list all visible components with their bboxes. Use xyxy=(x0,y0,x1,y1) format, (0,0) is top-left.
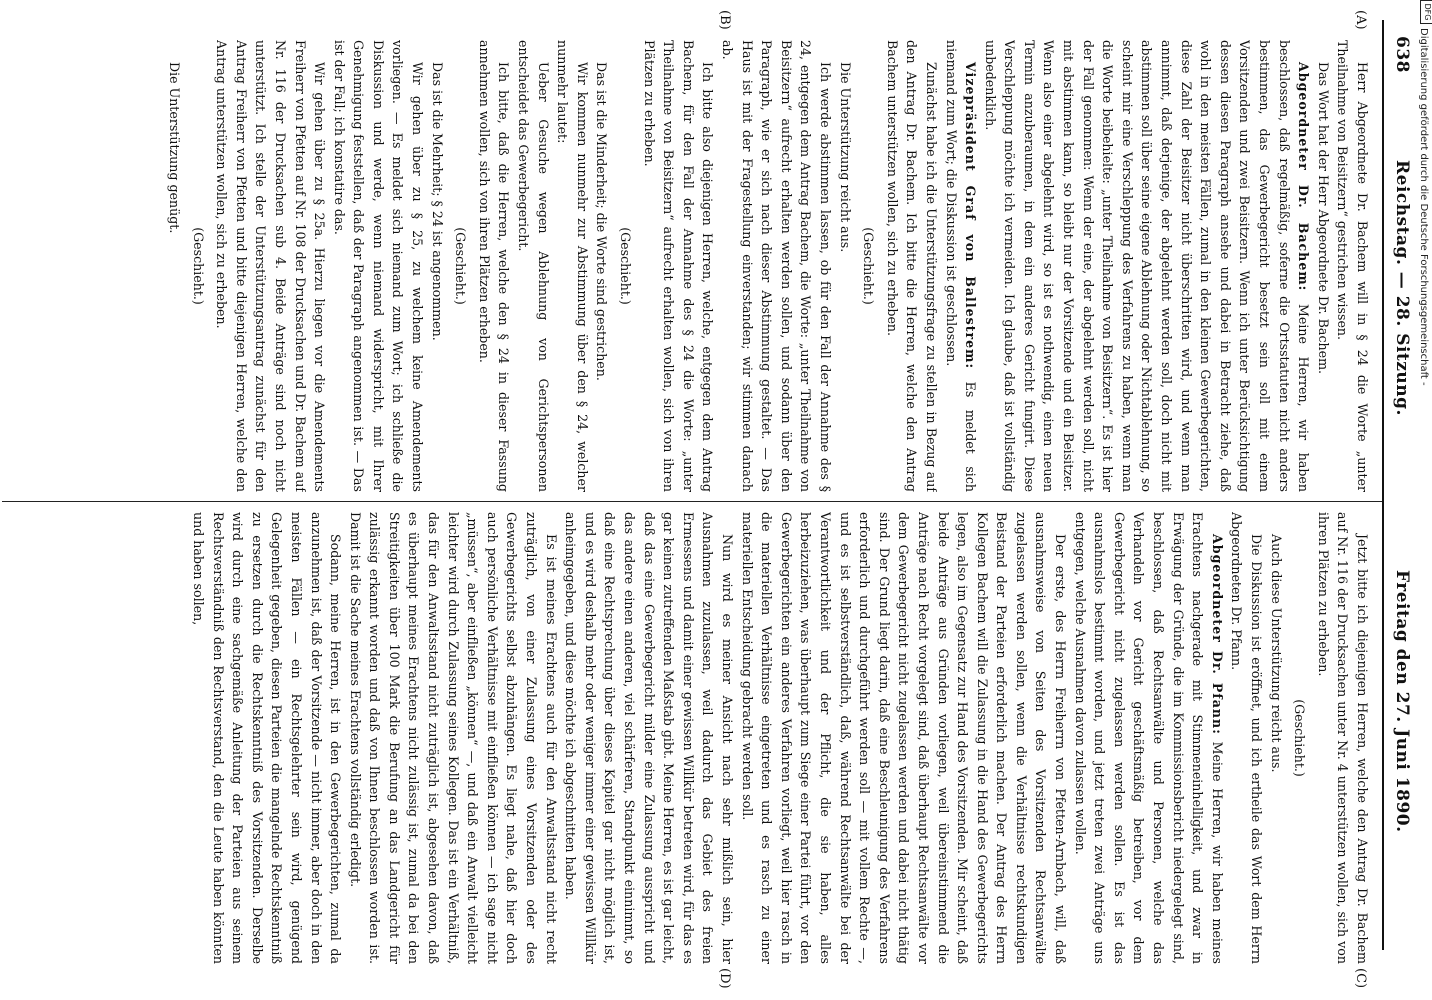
margin-mark-c: (C) xyxy=(1353,968,1368,989)
speaker-name: Vizepräsident Graf von Ballestrem: xyxy=(963,62,979,370)
paragraph: Es ist meines Erachtens auch für den Anwaltsstand nicht recht zuträglich, von einer Zulassung eines Vorsitzenden oder des Gewerbegerichts selbst abzuhängen. Es liegt nahe, daß hier doch auch persönliche Verhältnisse mit einfließen können — ich sage nicht „müssen“, aber einfließen „können“ —, und daß ein Anwalt vielleicht leichter wird durch Zulassung seines Kollegen. Das ist ein Verhältniß, das für den Anwaltsstand nicht zuträglich ist, abgesehen davon, daß es überhaupt meines Erachtens nicht zulässig ist, zumal da bei den Streitigkeiten über 100 Mark die Berufung an das Landgericht für zulässig erkannt worden und daß von Ihnen beschlossen worden ist. Damit ist die Sache meines Erachtens vollständig erledigt. xyxy=(347,512,559,964)
paragraph: Ich werde abstimmen lassen, ob für den Fall der Annahme des § 24, entgegen dem Antrag Bachem, die Worte: „unter Theilnahme von Beisitzern“ aufrecht erhalten werden sollen, und sodann über den Paragraph, wie er sich nach dieser Abstimmung gestaltet. — Das Haus ist mit der Fragestellung einverstanden; wir stimmen danach ab. xyxy=(720,40,833,492)
paragraph: Die Unterstützung reicht aus. xyxy=(837,62,853,253)
page-number: 638 xyxy=(1392,36,1412,73)
paragraph: Wir gehen über zu § 25a. Hierzu liegen vor die Amendements Freiherr von Pfetten auf Nr. 108 der Drucksachen und Dr. Bachem auf Nr. 116 der Drucksachen sub 4. Beide Anträge sind noch nicht unterstützt. Ich stelle der Unterstützungsantrag zunächst für den Antrag Freiherr von Pfetten und bitte diejenigen Herren, welche den Antrag unterstützen wollen, sich zu erheben. xyxy=(214,40,328,492)
digitization-credit xyxy=(1418,0,1432,1000)
paragraph: Das ist die Minderheit; die Worte sind gestrichen. xyxy=(594,62,610,381)
paragraph: Der erste, des Herrn Freiherrn von Pfetten-Arnbach, will, daß ausnahmsweise von Seiten des Vorsitzenden Rechtsanwälte zugelassen werden sollen, wenn die Verhältnisse rechtskundigen Beistand der Parteien erforderlich machen. Der Antrag des Herrn Kollegen Bachem will die Zulassung in die Hand des Gewerbegerichts legen, also im Gegensatz zur Hand des Vorsitzenden. Mir scheint, daß beide Anträge aus Gründen vorliegen, weil übereinstimmend die Anträge nach Recht vorgelegt sind, daß überhaupt Rechtsanwälte vor dem Gewerbegericht nicht zugelassen werden und dabei nicht thätig sind. Der Grund liegt darin, daß eine Beschleunigung des Verfahrens erforderlich und durchgeführt werden soll — mit vollem Rechte —, und es ist selbstverständlich, daß, während Rechtsanwälte bei der Verantwortlichkeit und der Pflicht, die sie haben, alles herbeizuziehen, was überhaupt zum Siege einer Partei führt, vor den Gewerbegerichten ein anderes Verfahren vorliegt, weil hier rasch in die materiellen Verhältnisse eingetreten und es rasch zu einer materiellen Entscheidung gebracht werden soll. xyxy=(739,512,1069,964)
paragraph: Die Unterstützung genügt. xyxy=(166,62,182,234)
column-divider xyxy=(2,501,1382,502)
speech-text: Meine Herren, wir haben beschlossen, daß regelmäßig, soferne die Ortsstatuten nicht anders bestimmen, das Gewerbegericht besetzt sein soll mit einem Vorsitzenden und zwei Beisitzern. Wenn ich unter Berücksichtigung dessen diesen Paragraph ansehe und dabei in Betracht ziehe, daß wohl in den meisten Fällen, zumal in den kleinen Gewerbegerichten, diese Zahl der Beisitzer nicht überschritten wird, und wenn man annimmt, daß derjenige, der abgelehnt werden soll, doch nicht mit abstimmen soll über seine eigene Ablehnung oder Nichtablehnung, so scheint mir eine Verschleppung des Verfahrens zu haben, wenn man die Worte beibehielte: „unter Theilnahme von Beisitzern“. Es ist hier der Fall genommen: Wenn der eine, der abgelehnt werden soll, nicht mit abstimmen kann, so bleibt nur der Vorsitzende und ein Beisitzer. Wenn also einer abgelehnt wird, so ist es nothwendig, einen neuen Termin anzuberaumen, in dem ein anderes Gericht fungirt. Diese Verschleppung möchte ich vermeiden. Ich glaube, daß ist vollständig unbedenklich. xyxy=(982,40,1312,492)
paragraph: Nun wird es meiner Ansicht nach sehr mißlich sein, hier Ausnahmen zuzulassen, weil dadurch das Gebiet des freien Ermessens und damit einer gewissen Willkür betreten wird, für das es gar keinen zutreffenden Maßstab gibt. Meine Herren, es ist gar leicht, daß das eine Gewerbegericht milder eine Zulassung ausspricht und das andere einen anderen, viel schärferen, Standpunkt einnimmt, so daß eine Rechtsprechung über dieses Kapitel gar nicht möglich ist, und es wird deshalb mehr oder weniger immer einer gewissen Willkür anheimgegeben, und diese möchte ich abgeschnitten haben. xyxy=(563,512,735,964)
credit-text: Digitalisierung gefördert durch die Deutsche Forschungsgemeinschaft - xyxy=(1418,28,1429,386)
paragraph: Die Diskussion ist eröffnet, und ich ertheile das Wort dem Herrn Abgeordneten Dr. Pfann. xyxy=(1229,512,1265,964)
margin-mark-a: (A) xyxy=(1353,10,1368,30)
paragraph: Zunächst habe ich die Unterstützungsfrage zu stellen in Bezug auf den Antrag Dr. Bachem. Ich bitte die Herren, welche den Antrag Bachem unterstützen wollen, sich zu erheben. xyxy=(884,40,939,492)
paragraph: Jetzt bitte ich diejenigen Herren, welche den Antrag Dr. Bachem auf Nr. 116 der Drucksachen unter Nr. 4 unterstützen wollen, sich von ihren Plätzen zu erheben. xyxy=(1315,512,1370,964)
paragraph: Wir gehen über zu § 25, zu welchem keine Amendements vorliegen. — Es meldet sich niemand zum Wort; ich schließe die Diskussion und werde, wenn niemand widerspricht, mit Ihrer Genehmigung feststellen, daß der Paragraph angenommen ist. — Das ist der Fall; ich konstatire das. xyxy=(331,40,426,492)
speaker-paragraph xyxy=(941,40,980,492)
speaker-name: Abgeordneter Dr. Pfann: xyxy=(1209,534,1225,735)
speech-text: Es meldet sich niemand zum Wort; die Diskussion ist geschlossen. xyxy=(943,40,979,492)
margin-mark-b: (B) xyxy=(717,10,732,30)
page-header xyxy=(1380,0,1420,1000)
stage-direction: (Geschieht.) xyxy=(861,227,877,305)
paragraph: Auch diese Unterstützung reicht aus. xyxy=(1268,534,1284,773)
paragraph: Wir kommen nunmehr zur Abstimmung über den § 24, welcher nunmehr lautet: xyxy=(555,40,590,492)
paragraph: Herr Abgeordnete Dr. Bachem will in § 24 die Worte „unter Theilnahme von Beisitzern“ gestrichen wissen. xyxy=(1335,40,1370,492)
session-date: Freitag den 27. Juni 1890. xyxy=(1392,570,1412,833)
speaker-paragraph xyxy=(980,40,1313,492)
header-rule xyxy=(1382,20,1384,950)
paragraph: Ich bitte, daß die Herren, welche den § 24 in dieser Fassung annehmen wollen, sich von ihren Plätzen erheben. xyxy=(476,40,512,492)
paragraph: Ueber Gesuche wegen Ablehnung von Gerichtspersonen entscheidet das Gewerbegericht. xyxy=(516,40,551,492)
paragraph: Ich bitte also diejenigen Herren, welche, entgegen dem Antrag Bachem, für den Fall der Annahme des § 24 die Worte: „unter Theilnahme von Beisitzern“ aufrecht erhalten wollen, sich von ihren Plätzen zu erheben. xyxy=(641,40,716,492)
paragraph: Sodann, meine Herren, ist in den Gewerbegerichten, zumal da anzunehmen ist, daß der Vorsitzende — nicht immer, aber doch in den meisten Fällen — ein Rechtsgelehrter sein wird, genügend Gelegenheit gegeben, diesen Parteien die mangelnde Rechtskenntniß zu ersetzen durch die Rechtskenntniß des Vorsitzenden. Derselbe wird durch eine sachgemäße Anleitung der Parteien aus seinem Rechtsverständniß den Rechtsverstand, den die Leute haben könnten und haben sollen, xyxy=(190,512,344,964)
speaker-name: Abgeordneter Dr. Bachem: xyxy=(1296,62,1312,292)
speech-text: Meine Herren, wir haben meines Erachtens nachgerade mit Stimmeneinhelligkeit, und zwar in Erwägung der Gründe, die im Kommissionsbericht niedergelegt sind, beschlossen, daß Rechtsanwälte und Personen, welche das Verhandeln vor Gericht geschäftsmäßig betreiben, vor dem Gewerbegericht nicht zugelassen werden sollen. Es ist das ausnahmslos bestimmt worden, und jetzt treten zwei Anträge uns entgegen, welche Ausnahmen davon zulassen wollen. xyxy=(1072,512,1225,964)
margin-mark-d: (D) xyxy=(717,968,732,989)
paragraph: Das Wort hat der Herr Abgeordnete Dr. Bachem. xyxy=(1315,62,1331,375)
stage-direction: (Geschieht.) xyxy=(453,227,469,305)
stage-direction: (Geschieht.) xyxy=(1292,699,1308,777)
right-text-column xyxy=(12,512,1372,964)
stage-direction: (Geschieht.) xyxy=(190,227,206,305)
left-text-column xyxy=(12,40,1372,492)
dfg-logo: DFG xyxy=(1420,0,1432,24)
paragraph: Das ist die Mehrheit; § 24 ist angenommen. xyxy=(429,62,445,341)
stage-direction: (Geschieht.) xyxy=(618,227,634,305)
speaker-paragraph xyxy=(1070,512,1227,964)
running-title: Reichstag. — 28. Sitzung. xyxy=(1392,160,1412,416)
